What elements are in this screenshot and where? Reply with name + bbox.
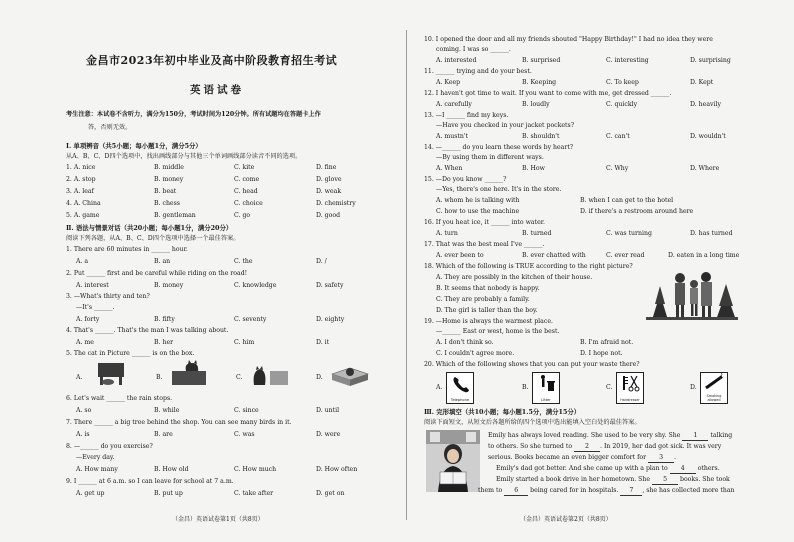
- q13-option-b: B. shouldn't: [522, 133, 560, 140]
- cat-beside-box-image: [248, 360, 292, 386]
- q11-option-c: C. To keep: [606, 79, 639, 86]
- q13-option-d: D. wouldn't: [690, 133, 726, 140]
- q5-phonics-b: B. gentleman: [154, 212, 196, 219]
- question-3: 3. —What's thirty and ten?: [66, 293, 150, 300]
- q10-option-a: A. interested: [436, 57, 477, 64]
- litter-bin-icon: [533, 373, 559, 395]
- passage-line-1-text: Emily has always loved reading. She used to be very shy. She: [488, 432, 681, 439]
- emily-reading-photo: [426, 430, 480, 492]
- passage-line-3-end: .: [674, 454, 677, 461]
- q19-option-a: A. I don't think so.: [436, 339, 494, 346]
- q3-option-a: A. forty: [76, 316, 100, 323]
- q15-option-b: B. when I can get to the hotel: [580, 197, 674, 204]
- smoking-allowed-sign: [700, 372, 728, 404]
- passage-line-4-end: others.: [697, 465, 720, 472]
- litter-label: Litter: [541, 398, 551, 402]
- question-9: 9. I ______ at 6 a.m. so I can leave for school at 7 a.m.: [66, 478, 234, 485]
- q5-option-d: D.: [316, 374, 323, 381]
- q15-option-a: A. whom he is talking with: [436, 197, 520, 204]
- scissors-comb-icon: [617, 373, 643, 395]
- blank-6[interactable]: 6: [504, 487, 528, 496]
- q16-option-a: A. turn: [436, 230, 458, 237]
- question-19-reply: —______ East or west, home is the best.: [436, 328, 560, 335]
- q9-option-a: A. get up: [76, 490, 105, 497]
- blank-5[interactable]: 5: [652, 476, 678, 485]
- passage-line-6-text: them to: [478, 487, 503, 494]
- q5-option-c: C.: [236, 374, 243, 381]
- passage-line-1: [488, 432, 732, 441]
- passage-line-5: [496, 476, 730, 485]
- q11-option-b: B. Keeping: [522, 79, 557, 86]
- q4-phonics-a: 4. A. China: [66, 200, 101, 207]
- blank-1[interactable]: 1: [682, 432, 708, 441]
- blank-7[interactable]: 7: [620, 487, 642, 496]
- q4-phonics-d: D. chemistry: [316, 200, 356, 207]
- q14-option-d: D. Where: [690, 165, 720, 172]
- q11-option-d: D. Kept: [690, 79, 714, 86]
- q3-option-c: C. seventy: [234, 316, 267, 323]
- q1-option-c: C. the: [234, 258, 253, 265]
- q16-option-c: C. was turning: [606, 230, 652, 237]
- question-18: 18. Which of the following is TRUE according to the right picture?: [424, 263, 633, 270]
- q18-option-d: D. The girl is taller than the boy.: [436, 307, 538, 314]
- page-2-footer: （金昌）英语试卷第2页（共8页）: [520, 516, 612, 523]
- passage-line-5-end: books. She took: [680, 476, 730, 483]
- subject-title: 英语试卷: [190, 84, 244, 96]
- section-2-title: Ⅱ. 语法与情景对话（共20小题；每小题1分，满分20分）: [66, 224, 233, 232]
- q8-option-b: B. How old: [154, 466, 189, 473]
- question-11: 11. ______ trying and do your best.: [424, 68, 532, 75]
- q17-option-a: A. ever been to: [436, 252, 484, 259]
- q5-option-a: A.: [76, 374, 83, 381]
- q4-phonics-c: C. choice: [234, 200, 263, 207]
- q15-option-c: C. how to use the machine: [436, 208, 520, 215]
- q3-phonics-c: C. head: [234, 188, 258, 195]
- q17-option-d: D. eaten in a long time: [668, 252, 740, 259]
- q2-phonics-a: 2. A. stop: [66, 176, 96, 183]
- question-4: 4. That's ______. That's the man I was talking about.: [66, 327, 229, 334]
- q20-option-b: B.: [522, 384, 529, 391]
- question-16: 16. If you heat ice, it ______ into water.: [424, 219, 545, 226]
- q8-option-c: C. How much: [234, 466, 277, 473]
- blank-3[interactable]: 3: [648, 454, 674, 463]
- q1-phonics-a: 1. A. nice: [66, 164, 96, 171]
- passage-line-4: [496, 465, 720, 474]
- passage-line-2-end: . In 2019, her dad got sick. It was very: [600, 443, 722, 450]
- q4-option-a: A. me: [76, 339, 94, 346]
- q12-option-c: C. quickly: [606, 101, 638, 108]
- q10-option-b: B. surprised: [522, 57, 561, 64]
- passage-line-3-text: serious. Books became an even bigger comfort for: [488, 454, 647, 461]
- q7-option-c: C. was: [234, 431, 255, 438]
- cigarette-icon: [701, 373, 727, 393]
- q4-option-d: D. it: [316, 339, 330, 346]
- q5-phonics-c: C. go: [234, 212, 251, 219]
- q1-option-d: D. /: [316, 258, 327, 265]
- q6-option-b: B. while: [154, 407, 180, 414]
- q1-phonics-d: D. fine: [316, 164, 337, 171]
- q2-option-d: D. safety: [316, 282, 344, 289]
- section-1-title: Ⅰ. 单项辨音（共5小题；每小题1分，满分5分）: [66, 142, 202, 150]
- cat-on-box-image: [168, 360, 212, 386]
- q19-option-c: C. I couldn't agree more.: [436, 350, 515, 357]
- q1-option-a: A. a: [76, 258, 89, 265]
- question-5: 5. The cat in Picture ______ is on the box.: [66, 350, 195, 357]
- cat-in-box-image: [328, 360, 372, 386]
- telephone-label: Telephone: [450, 398, 470, 402]
- blank-2[interactable]: 2: [574, 443, 600, 452]
- q2-phonics-c: C. come: [234, 176, 260, 183]
- q18-option-a: A. They are possibly in the kitchen of their house.: [436, 274, 593, 281]
- q1-phonics-c: C. kite: [234, 164, 255, 171]
- q7-option-d: D. were: [316, 431, 341, 438]
- q9-option-b: B. put up: [154, 490, 183, 497]
- q9-option-c: C. take after: [234, 490, 274, 497]
- passage-line-3: [488, 454, 676, 463]
- q9-option-d: D. get on: [316, 490, 345, 497]
- q7-option-b: B. are: [154, 431, 173, 438]
- blank-4[interactable]: 4: [670, 465, 696, 474]
- q3-phonics-a: 3. A. leaf: [66, 188, 94, 195]
- q16-option-d: D. has turned: [690, 230, 733, 237]
- q4-option-c: C. him: [234, 339, 255, 346]
- q14-option-b: B. How: [522, 165, 545, 172]
- smoking-label: Smoking: [706, 394, 722, 398]
- section-2-instructions: 阅读下列各题，从A、B、C、D四个选项中选择一个最佳答案。: [66, 235, 240, 242]
- q2-option-a: A. interest: [76, 282, 109, 289]
- telephone-sign: [446, 372, 474, 404]
- q19-option-d: D. I hope not.: [580, 350, 623, 357]
- q5-phonics-a: 5. A. game: [66, 212, 100, 219]
- notice-line-1: 考生注意：本试卷不含听力，满分为150分，考试时间为120分钟。所有试题均在答题卡上作: [66, 111, 321, 118]
- section-3-title: Ⅲ. 完形填空（共10小题；每小题1.5分，满分15分）: [424, 408, 581, 416]
- q13-option-a: A. mustn't: [436, 133, 469, 140]
- passage-line-6-end: , she has collected more than: [642, 487, 735, 494]
- q14-option-c: C. Why: [606, 165, 629, 172]
- question-17: 17. That was the best meal I've ______.: [424, 241, 545, 248]
- q4-phonics-b: B. chess: [154, 200, 180, 207]
- passage-line-6-mid: being cared for in hospitals.: [530, 487, 619, 494]
- passage-line-2: [488, 443, 721, 452]
- q3-option-b: B. fifty: [154, 316, 175, 323]
- question-7: 7. There ______ a big tree behind the shop. You can see many birds in it.: [66, 419, 292, 426]
- section-3-instructions: 阅读下面短文，从短文后各题所给的四个选项中选出能填入空白处的最佳答案。: [424, 419, 641, 426]
- q8-option-d: D. How often: [316, 466, 358, 473]
- section-1-instructions: 从A、B、C、D四个选项中，找出画线部分与其他三个单词画线部分读音不同的选项。: [66, 153, 302, 160]
- q17-option-b: B. ever chatted with: [522, 252, 586, 259]
- passage-line-2-text: to others. So she turned to: [488, 443, 573, 450]
- q7-option-a: A. is: [76, 431, 90, 438]
- q14-option-a: A. When: [436, 165, 463, 172]
- q20-option-a: A.: [436, 384, 443, 391]
- q18-option-c: C. They are probably a family.: [436, 296, 530, 303]
- passage-line-4-text: Emily's dad got better. And she came up with a plan to: [496, 465, 668, 472]
- hairdresser-sign: [616, 372, 644, 404]
- question-8-reply: —Every day.: [76, 454, 115, 461]
- q12-option-b: B. loudly: [522, 101, 550, 108]
- question-3-reply: —It's ______.: [76, 304, 115, 311]
- question-10: 10. I opened the door and all my friends shouted "Happy Birthday!" I had no idea they were: [424, 36, 713, 43]
- q5-option-b: B.: [156, 374, 163, 381]
- q11-option-a: A. Keep: [436, 79, 461, 86]
- q2-phonics-d: D. glove: [316, 176, 342, 183]
- litter-sign: [532, 372, 560, 404]
- q19-option-b: B. I'm afraid not.: [580, 339, 634, 346]
- question-13-reply: —Have you checked in your jacket pockets?: [436, 122, 575, 129]
- q20-option-c: C.: [606, 384, 613, 391]
- page-1-footer: （金昌）英语试卷第1页（共8页）: [172, 516, 264, 523]
- question-14: 14. —______ do you learn these words by heart?: [424, 144, 574, 151]
- q16-option-b: B. turned: [522, 230, 552, 237]
- q12-option-d: D. heavily: [690, 101, 721, 108]
- q12-option-a: A. carefully: [436, 101, 472, 108]
- exam-title: 金昌市2023年初中毕业及高中阶段教育招生考试: [86, 54, 338, 67]
- q3-phonics-d: D. weak: [316, 188, 342, 195]
- question-13: 13. —I ______ find my keys.: [424, 112, 509, 119]
- question-1: 1. There are 60 minutes in ______ hour.: [66, 246, 188, 253]
- q2-option-c: C. knowledge: [234, 282, 277, 289]
- q8-option-a: A. How many: [76, 466, 118, 473]
- page-divider: [406, 30, 407, 520]
- page-2: [420, 0, 772, 542]
- hairdresser-label: Hairdresser: [620, 398, 640, 402]
- family-picture: [646, 264, 738, 320]
- telephone-icon: [447, 373, 473, 395]
- q20-option-d: D.: [690, 384, 697, 391]
- q2-phonics-b: B. money: [154, 176, 184, 183]
- cat-under-box-image: [88, 360, 132, 386]
- q3-phonics-b: B. beat: [154, 188, 177, 195]
- allowed-label: allowed: [707, 398, 721, 402]
- question-20: 20. Which of the following shows that you can put your waste there?: [424, 361, 640, 368]
- q6-option-d: D. until: [316, 407, 340, 414]
- q15-option-d: D. if there's a restroom around here: [580, 208, 694, 215]
- q17-option-c: C. ever read: [606, 252, 645, 259]
- q13-option-c: C. can't: [606, 133, 630, 140]
- question-19: 19. —Home is always the warmest place.: [424, 318, 553, 325]
- question-15-reply: —Yes, there's one here. It's in the store.: [436, 186, 562, 193]
- question-10-cont: coming. I was so ______.: [436, 46, 511, 53]
- question-12: 12. I haven't got time to wait. If you want to come with me, get dressed ______.: [424, 90, 672, 97]
- page-1: [62, 0, 402, 542]
- q10-option-d: D. surprising: [690, 57, 731, 64]
- q1-phonics-b: B. middle: [154, 164, 184, 171]
- passage-line-6: [478, 487, 735, 496]
- q6-option-c: C. since: [234, 407, 259, 414]
- q6-option-a: A. so: [76, 407, 92, 414]
- q1-option-b: B. an: [154, 258, 171, 265]
- question-14-reply: —By using them in different ways.: [436, 154, 544, 161]
- question-6: 6. Let's wait ______ the rain stops.: [66, 395, 173, 402]
- passage-line-5-text: Emily started a book drive in her hometown. She: [496, 476, 651, 483]
- passage-line-1-end: talking: [710, 432, 733, 439]
- q3-option-d: D. eighty: [316, 316, 345, 323]
- notice-line-2: 答，否则无效。: [88, 124, 132, 131]
- question-15: 15. —Do you know ______?: [424, 176, 507, 183]
- q18-option-b: B. It seems that nobody is happy.: [436, 285, 540, 292]
- q5-phonics-d: D. good: [316, 212, 341, 219]
- q10-option-c: C. interesting: [606, 57, 649, 64]
- question-8: 8. —______ do you exercise?: [66, 443, 153, 450]
- question-2: 2. Put ______ first and be careful while riding on the road!: [66, 270, 248, 277]
- q4-option-b: B. her: [154, 339, 174, 346]
- q2-option-b: B. money: [154, 282, 184, 289]
